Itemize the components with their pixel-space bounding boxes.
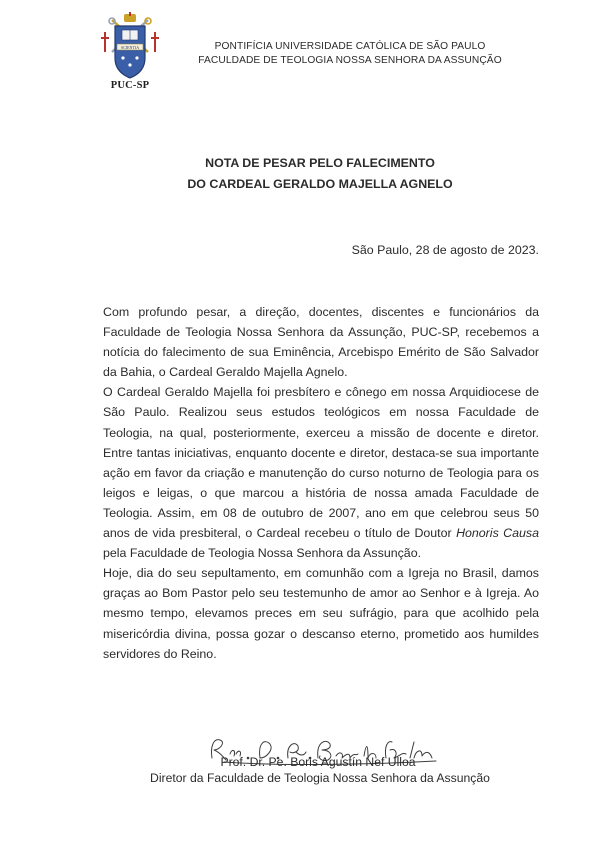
- title-line-1: NOTA DE PESAR PELO FALECIMENTO: [205, 156, 435, 170]
- paragraph-1: Com profundo pesar, a direção, docentes, discentes e funcionários da Faculdade de Teologia Nossa Senhora da Assunção, PUC-SP, recebemos a notícia do falecimento de sua Eminência, Arcebispo Emérito de São Salvador da Bahia, o Cardeal Geraldo Majella Agnelo.: [103, 305, 539, 380]
- crest-icon: [98, 12, 162, 82]
- honoris-causa-text: Honoris Causa: [456, 526, 539, 541]
- faculty-name: FACULDADE DE TEOLOGIA NOSSA SENHORA DA ASSUNÇÃO: [198, 54, 502, 66]
- paragraph-2-text-a: O Cardeal Geraldo Majella foi presbítero e cônego em nossa Arquidiocese de São Paulo. Realizou seus estudos teológicos em nossa Faculdade de Teologia, na qual, posteriormente, exerceu a missão de docente e diretor. Entre tantas iniciativas, enquanto docente e diretor, destaca-se sua importante ação em favor da criação e manutenção do curso noturno de Teologia para os leigos e leigas, o que marcou a história de nossa amada Faculdade de Teologia. Assim, em 08 de outubro de 2007, ano em que celebrou seus 50 anos de vida presbiteral, o Cardeal recebeu o título de Doutor: [103, 385, 539, 541]
- title-line-2: DO CARDEAL GERALDO MAJELLA AGNELO: [187, 177, 453, 191]
- document-date: São Paulo, 28 de agosto de 2023.: [351, 243, 539, 257]
- logo-caption: PUC-SP: [110, 80, 150, 91]
- paragraph-3: Hoje, dia do seu sepultamento, em comunhão com a Igreja no Brasil, damos graças ao Bom Pastor pelo seu testemunho de amor ao Senhor e à Igreja. Ao mesmo tempo, elevamos preces em seu sufrágio, para que acolhido pela misericórdia divina, possa gozar o descanso eterno, prometido aos humildes servidores do Reino.: [103, 566, 539, 661]
- document-body: [103, 302, 539, 664]
- paragraph-2-text-b: pela Faculdade de Teologia Nossa Senhora da Assunção.: [103, 546, 422, 561]
- signatory-name: Prof. Dr. Pe. Boris Agustín Nef Ulloa: [220, 755, 416, 769]
- signatory-role: Diretor da Faculdade de Teologia Nossa Senhora da Assunção: [150, 771, 490, 785]
- paragraph-2: [103, 382, 539, 563]
- institution-header: [190, 40, 510, 67]
- document-title: [0, 153, 609, 195]
- svg-text:SCIENTIA: SCIENTIA: [120, 44, 140, 50]
- institution-name: PONTIFÍCIA UNIVERSIDADE CATÓLICA DE SÃO PAULO: [214, 41, 486, 52]
